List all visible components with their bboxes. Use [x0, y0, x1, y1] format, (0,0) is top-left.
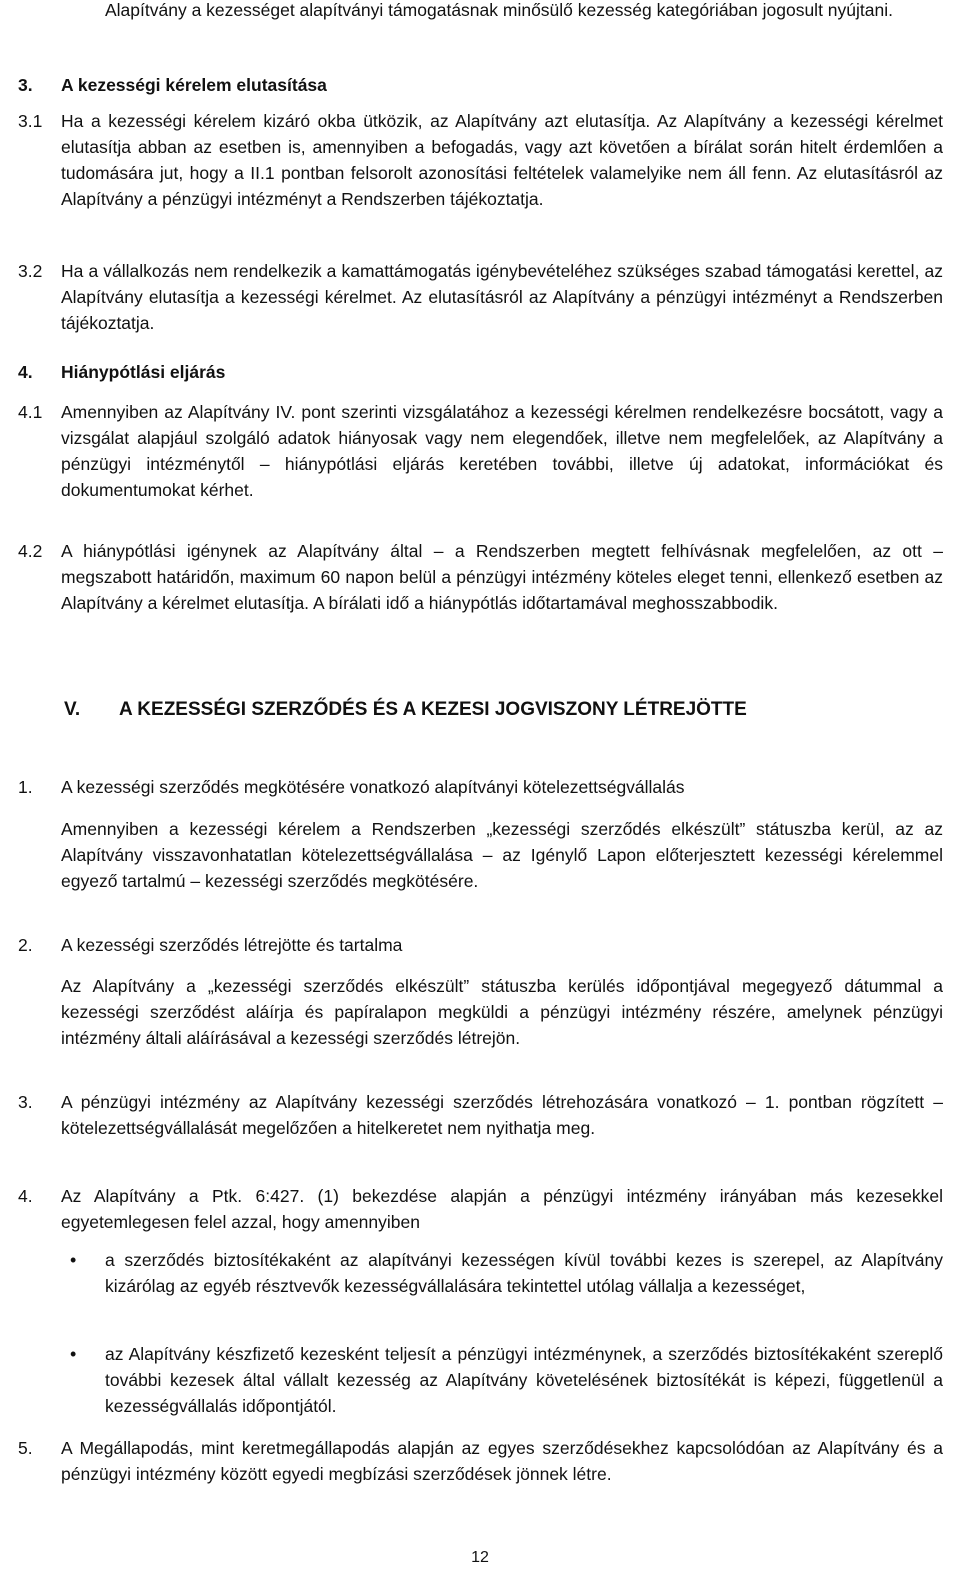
bullet-2-symbol: •: [70, 1344, 77, 1364]
para-3-1-number: 3.1: [18, 111, 43, 131]
clause-2-title: A kezességi szerződés létrejötte és tartalma: [61, 935, 403, 955]
para-3-1-text: Ha a kezességi kérelem kizáró okba ütközik, az Alapítvány azt elutasítja. Az Alapítvány a kezességi kérelmet elutasítja abban az esetben is, amennyiben a befogadás, vagy azt követően a bírálat során hitelt érdemlően a tudomására jut, hogy a II.1 pontban felsorolt azonosítási feltételek valamelyike nem áll fenn. Az elutasításról az Alapítvány a pénzügyi intézményt a Rendszerben tájékoztatja.: [61, 111, 943, 209]
page-number: 12: [471, 1549, 489, 1566]
clause-3-number: 3.: [18, 1092, 33, 1112]
clause-1-number: 1.: [18, 777, 33, 797]
section-3-number: 3.: [18, 75, 33, 95]
para-3-2-number: 3.2: [18, 261, 43, 281]
clause-5-number: 5.: [18, 1438, 33, 1458]
para-3-2-text: Ha a vállalkozás nem rendelkezik a kamattámogatás igénybevételéhez szükséges szabad támogatási kerettel, az Alapítvány elutasítja a kezességi kérelmet. Az elutasításról az Alapítvány a pénzügyi intézményt a Rendszerben tájékoztatja.: [61, 261, 943, 333]
chapter-title: A KEZESSÉGI SZERZŐDÉS ÉS A KEZESI JOGVISZONY LÉTREJÖTTE: [119, 699, 747, 720]
para-4-2-text: A hiánypótlási igénynek az Alapítvány által – a Rendszerben megtett felhívásnak megfelelően, az ott – megszabott határidőn, maximum 60 napon belül a pénzügyi intézmény köteles eleget tenni, ellenkező esetben az Alapítvány a kérelmet elutasítja. A bírálati idő a hiánypótlás időtartamával meghosszabbodik.: [61, 541, 943, 613]
para-4-1-text: Amennyiben az Alapítvány IV. pont szerinti vizsgálatához a kezességi kérelmen rendelkezésre bocsátott, vagy a vizsgálat alapjául szolgáló adatok hiányosak vagy nem elegendőek, illetve nem megfelelőek, az Alapítvány a pénzügyi intézménytől – hiánypótlási eljárás keretében további, illetve új adatokat, információkat és dokumentumokat kérhet.: [61, 402, 943, 500]
bullet-1-text: a szerződés biztosítékaként az alapítványi kezességen kívül további kezes is szerepel, az Alapítvány kizárólag az egyéb résztvevők kezességvállalására tekintettel utólag vállalja a kezességet,: [105, 1250, 943, 1296]
top-continuation-paragraph: Alapítvány a kezességet alapítványi támogatásnak minősülő kezesség kategóriában jogosult nyújtani.: [105, 0, 893, 20]
clause-3-text: A pénzügyi intézmény az Alapítvány kezességi szerződés létrehozására vonatkozó – 1. pontban rögzített – kötelezettségvállalását megelőzően a hitelkeretet nem nyithatja meg.: [61, 1092, 943, 1138]
clause-1-title: A kezességi szerződés megkötésére vonatkozó alapítványi kötelezettségvállalás: [61, 777, 685, 797]
chapter-number: V.: [64, 699, 81, 720]
clause-1-text: Amennyiben a kezességi kérelem a Rendszerben „kezességi szerződés elkészült” státuszba kerül, az az Alapítvány visszavonhatatlan kötelezettségvállalása – az Igénylő Lapon előterjesztett kezességi kérelemmel egyező tartalmú – kezességi szerződés megkötésére.: [61, 819, 943, 891]
clause-2-number: 2.: [18, 935, 33, 955]
section-4-title: Hiánypótlási eljárás: [61, 362, 226, 382]
para-4-1-number: 4.1: [18, 402, 43, 422]
clause-5-text: A Megállapodás, mint keretmegállapodás alapján az egyes szerződésekhez kapcsolódóan az Alapítvány és a pénzügyi intézmény között egyedi megbízási szerződések jönnek létre.: [61, 1438, 943, 1484]
section-4-number: 4.: [18, 362, 33, 382]
section-3-title: A kezességi kérelem elutasítása: [61, 75, 327, 95]
clause-2-text: Az Alapítvány a „kezességi szerződés elkészült” státuszba kerülés időpontjával megegyező dátummal a kezességi szerződést aláírja és papíralapon megküldi a pénzügyi intézmény részére, amelynek pénzügyi intézmény általi aláírásával a kezességi szerződés létrejön.: [61, 976, 943, 1048]
bullet-1-symbol: •: [70, 1250, 77, 1270]
para-4-2-number: 4.2: [18, 541, 43, 561]
clause-4-number: 4.: [18, 1186, 33, 1206]
bullet-2-text: az Alapítvány készfizető kezesként teljesít a pénzügyi intézménynek, a szerződés biztosítékaként szereplő további kezesek által vállalt kezesség az Alapítvány követelésének biztosítékát is képezi, függetlenül a kezességvállalás időpontjától.: [105, 1344, 943, 1416]
clause-4-text: Az Alapítvány a Ptk. 6:427. (1) bekezdése alapján a pénzügyi intézmény irányában más kezesekkel egyetemlegesen felel azzal, hogy amennyiben: [61, 1186, 943, 1232]
